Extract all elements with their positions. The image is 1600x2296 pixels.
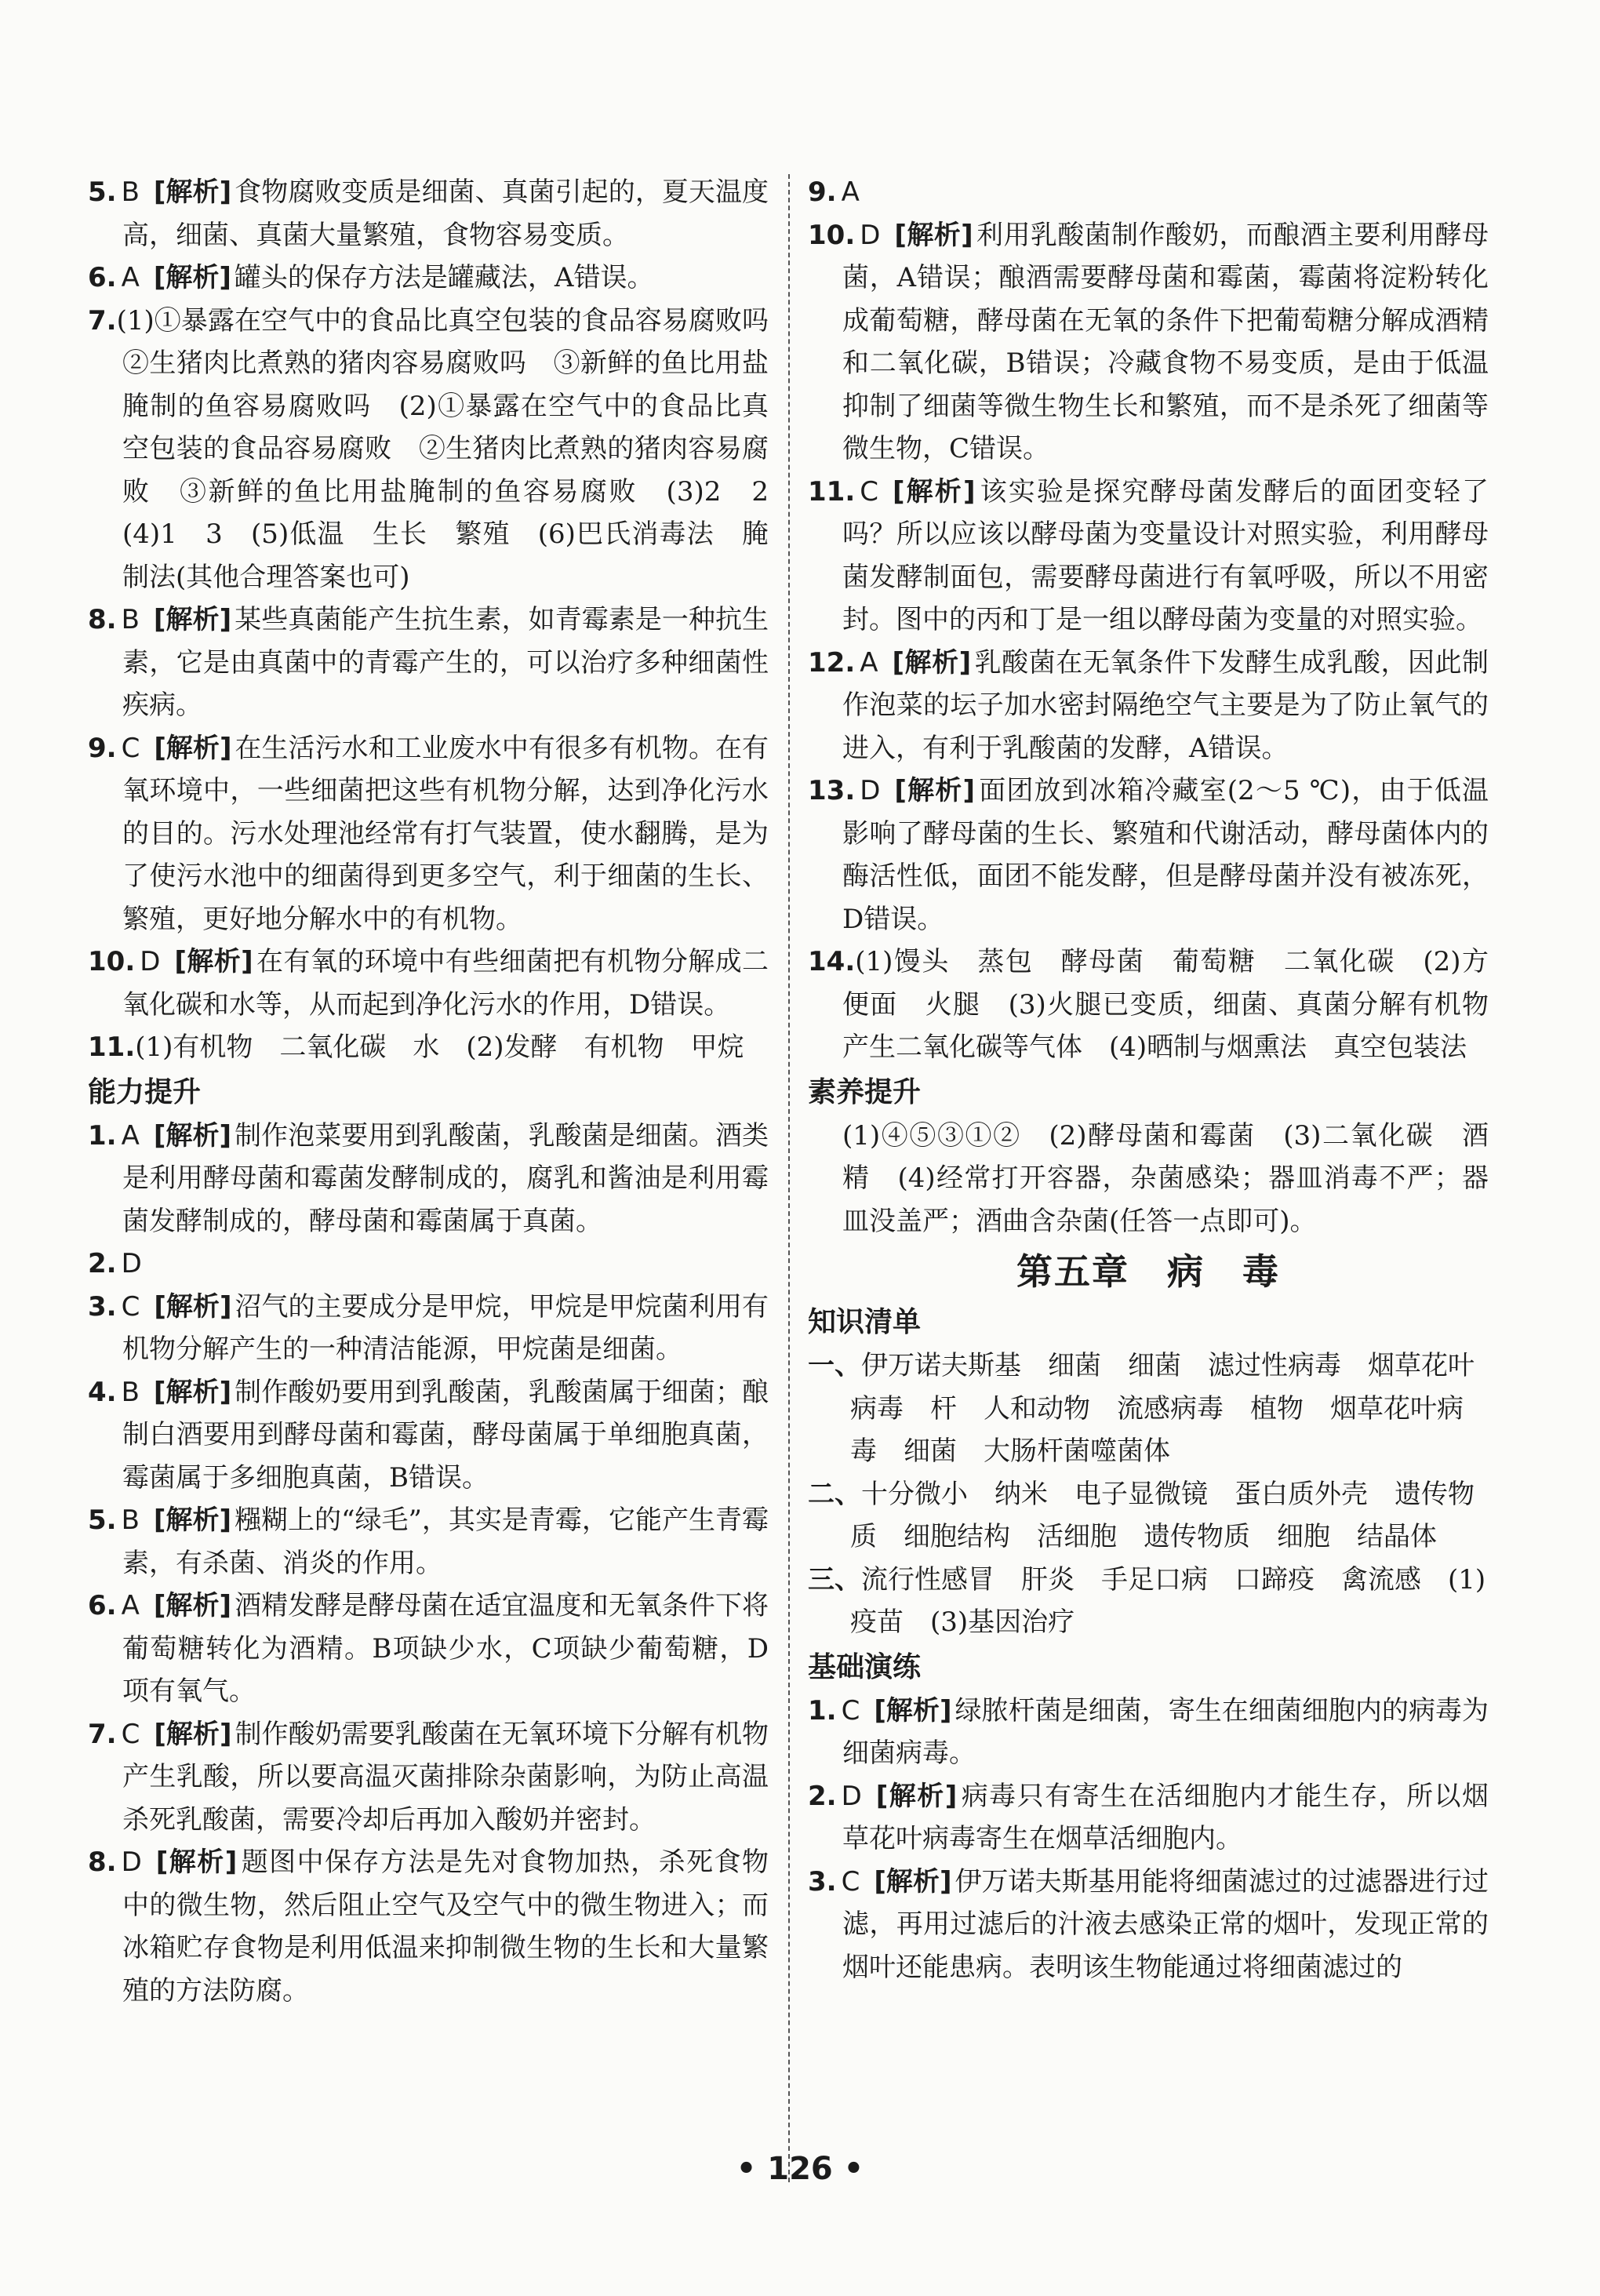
answer-choice: D [140, 946, 161, 977]
analysis-tag: [解析] [892, 475, 976, 508]
answer-number: 9. [808, 176, 837, 208]
jichu-list [808, 1690, 1489, 1989]
left-answers-a [88, 171, 795, 1069]
analysis-tag: [解析] [153, 1119, 232, 1152]
answer-item [88, 1713, 769, 1842]
answer-text: (1)馒头 蒸包 酵母菌 葡萄糖 二氧化碳 (2)方便面 火腿 (3)火腿已变质，细菌、真菌分解有机物产生二氧化碳等气体 (4)晒制与烟熏法 真空包装法 [842, 946, 1489, 1063]
answer-text: 绿脓杆菌是细菌，寄生在细菌细胞内的病毒为细菌病毒。 [842, 1694, 1489, 1769]
answer-text: 流行性感冒 肝炎 手足口病 口蹄疫 禽流感 (1)疫苗 (3)基因治疗 [850, 1563, 1486, 1638]
answer-text: 伊万诺夫斯基 细菌 细菌 滤过性病毒 烟草花叶病毒 杆 人和动物 流感病毒 植物 烟草花叶病毒 细菌 大肠杆菌噬菌体 [850, 1350, 1475, 1467]
answer-item [88, 1841, 769, 2012]
answer-number: 2. [88, 1248, 117, 1279]
answer-text: 食物腐败变质是细菌、真菌引起的，夏天温度高，细菌、真菌大量繁殖，食物容易变质。 [122, 176, 769, 251]
answer-choice: B [121, 604, 140, 635]
answer-item [88, 1499, 769, 1585]
answer-number: 三、 [808, 1563, 861, 1596]
answer-item [88, 1371, 769, 1500]
answer-choice: A [121, 1590, 140, 1621]
answer-item [808, 1473, 1489, 1559]
answer-number: 1. [88, 1119, 117, 1152]
page-number: • 126 • [736, 2151, 864, 2187]
answer-number: 13. [808, 775, 856, 806]
answer-text: 糨糊上的“绿毛”，其实是青霉，它能产生青霉素，有杀菌、消炎的作用。 [122, 1505, 769, 1579]
answer-item [808, 941, 1489, 1069]
analysis-tag: [解析] [153, 1590, 232, 1621]
answer-choice: C [121, 1718, 140, 1750]
answer-number: 2. [808, 1780, 837, 1812]
analysis-tag: [解析] [894, 775, 976, 806]
answer-number: 9. [88, 732, 117, 764]
answer-item [88, 1026, 769, 1069]
answer-text: 制作酸奶需要乳酸菌在无氧环境下分解有机物产生乳酸，所以要高温灭菌排除杂菌影响，为防止高温杀死乳酸菌，需要冷却后再加入酸奶并密封。 [122, 1718, 769, 1836]
column-divider [788, 174, 790, 2182]
answer-text: 罐头的保存方法是罐藏法，A错误。 [234, 262, 654, 293]
answer-number: 3. [88, 1290, 117, 1323]
answer-item [88, 257, 769, 300]
answer-choice: D [121, 1248, 142, 1279]
answer-item [808, 214, 1489, 471]
analysis-tag: [解析] [153, 604, 232, 635]
answer-choice: D [121, 1847, 142, 1878]
answer-number: 11. [808, 475, 856, 508]
section-heading-nengli: 能力提升 [88, 1075, 202, 1108]
answer-number: 12. [808, 646, 856, 679]
answer-item [88, 941, 769, 1026]
answer-choice: B [121, 176, 140, 208]
analysis-tag: [解析] [154, 1290, 232, 1323]
answer-text: (1)有机物 二氧化碳 水 (2)发酵 有机物 甲烷 [135, 1032, 744, 1063]
answer-number: 7. [88, 1718, 117, 1750]
answer-choice: C [860, 475, 878, 508]
analysis-tag: [解析] [892, 646, 972, 679]
answer-number: 1. [808, 1694, 837, 1727]
answer-text: 在有氧的环境中有些细菌把有机物分解成二氧化碳和水等，从而起到净化污水的作用，D错误。 [122, 946, 769, 1021]
answer-item [808, 471, 1489, 642]
answer-number: 一、 [808, 1350, 861, 1381]
answer-item [88, 1286, 769, 1371]
answer-text: 沼气的主要成分是甲烷，甲烷是甲烷菌利用有机物分解产生的一种清洁能源，甲烷菌是细菌。 [122, 1290, 769, 1365]
answer-number: 8. [88, 604, 117, 635]
answer-number: 10. [808, 219, 856, 251]
answer-text: 乳酸菌在无氧条件下发酵生成乳酸，因此制作泡菜的坛子加水密封隔绝空气主要是为了防止氧气的进入，有利于乳酸菌的发酵，A错误。 [842, 646, 1489, 764]
answer-text: 题图中保存方法是先对食物加热，杀死食物中的微生物，然后阻止空气及空气中的微生物进入；而冰箱贮存食物是利用低温来抑制微生物的生长和大量繁殖的方法防腐。 [122, 1847, 769, 2007]
analysis-tag: [解析] [153, 1376, 232, 1408]
answer-choice: D [860, 775, 881, 806]
answer-text: 某些真菌能产生抗生素，如青霉素是一种抗生素，它是由真菌中的青霉产生的，可以治疗多种细菌性疾病。 [122, 604, 769, 721]
answer-item [808, 1344, 1489, 1473]
section-heading-suyang: 素养提升 [808, 1075, 922, 1108]
answer-choice: C [841, 1694, 860, 1727]
answer-text: 利用乳酸菌制作酸奶，而酿酒主要利用酵母菌，A错误；酿酒需要酵母菌和霉菌，霉菌将淀粉转化成葡萄糖，酵母菌在无氧的条件下把葡萄糖分解成酒精和二氧化碳，B错误；冷藏食物不易变质，是由于低温抑制了细菌等微生物生长和繁殖，而不是杀死了细菌等微生物，C错误。 [842, 219, 1489, 464]
answer-choice: A [121, 1119, 140, 1152]
answer-text: 病毒只有寄生在活细胞内才能生存，所以烟草花叶病毒寄生在烟草活细胞内。 [842, 1780, 1489, 1854]
answer-text: 十分微小 纳米 电子显微镜 蛋白质外壳 遗传物质 细胞结构 活细胞 遗传物质 细胞 结晶体 [850, 1478, 1475, 1552]
answer-choice: D [860, 219, 881, 251]
answer-number: 3. [808, 1865, 837, 1898]
answer-item [808, 642, 1489, 770]
answer-text: 该实验是探究酵母菌发酵后的面团变轻了吗？所以应该以酵母菌为变量设计对照实验，利用酵母菌发酵制面包，需要酵母菌进行有氧呼吸，所以不用密封。图中的丙和丁是一组以酵母菌为变量的对照实验。 [842, 475, 1489, 635]
right-column [808, 171, 1489, 1989]
answer-number: 6. [88, 1590, 117, 1621]
answer-item [88, 727, 769, 941]
suyang-answer: (1)④⑤③①② (2)酵母菌和霉菌 (3)二氧化碳 酒精 (4)经常打开容器，杂菌感染；器皿消毒不严；器皿没盖严；酒曲含杂菌(任答一点即可)。 [842, 1119, 1489, 1237]
analysis-tag: [解析] [894, 219, 973, 251]
answer-choice: C [841, 1865, 860, 1898]
answer-choice: C [121, 732, 140, 764]
answer-number: 6. [88, 262, 117, 293]
answer-number: 5. [88, 176, 117, 208]
analysis-tag: [解析] [875, 1780, 958, 1812]
left-column [88, 171, 795, 2012]
answer-choice: B [121, 1505, 140, 1536]
answer-number: 11. [88, 1032, 136, 1063]
analysis-tag: [解析] [874, 1865, 952, 1898]
answer-item [808, 171, 1489, 214]
answer-item [88, 171, 769, 257]
answer-text: 面团放到冰箱冷藏室(2～5 ℃)，由于低温影响了酵母菌的生长、繁殖和代谢活动，酵母菌体内的酶活性低，面团不能发酵，但是酵母菌并没有被冻死，D错误。 [842, 775, 1489, 935]
answer-number: 10. [88, 946, 136, 977]
answer-number: 二、 [808, 1478, 861, 1510]
section-heading-jichu: 基础演练 [808, 1650, 922, 1683]
answer-choice: A [860, 646, 878, 679]
answer-item [808, 1690, 1489, 1775]
answer-item [808, 1559, 1489, 1644]
answer-item [88, 300, 795, 599]
zhishi-list [808, 1344, 1489, 1644]
answer-text: (1)①暴露在空气中的食品比真空包装的食品容易腐败吗 ②生猪肉比煮熟的猪肉容易腐败吗 ③新鲜的鱼比用盐腌制的鱼容易腐败吗 (2)①暴露在空气中的食品比真空包装的食品容易腐败 ②生猪肉比煮熟的猪肉容易腐败 ③新鲜的鱼比用盐腌制的鱼容易腐败 (3)2 2 (4)1 3 (5)低温 生长 繁殖 (6)巴氏消毒法 腌制法(其他合理答案也可) [116, 304, 795, 593]
chapter-title: 第五章 病 毒 [1016, 1250, 1280, 1293]
answer-choice: B [121, 1376, 140, 1408]
answer-item [88, 1243, 769, 1286]
answer-text: 制作泡菜要用到乳酸菌，乳酸菌是细菌。酒类是利用酵母菌和霉菌发酵制成的，腐乳和酱油是利用霉菌发酵制成的，酵母菌和霉菌属于真菌。 [122, 1119, 769, 1237]
analysis-tag: [解析] [874, 1694, 952, 1727]
answer-choice: C [121, 1290, 140, 1323]
left-answers-b [88, 1115, 769, 2013]
analysis-tag: [解析] [153, 262, 231, 293]
analysis-tag: [解析] [154, 732, 232, 764]
answer-number: 5. [88, 1505, 117, 1536]
answer-choice: A [121, 262, 140, 293]
answer-text: 制作酸奶要用到乳酸菌，乳酸菌属于细菌；酿制白酒要用到酵母菌和霉菌，酵母菌属于单细胞真菌，霉菌属于多细胞真菌，B错误。 [122, 1376, 769, 1494]
answer-text: 在生活污水和工业废水中有很多有机物。在有氧环境中，一些细菌把这些有机物分解，达到净化污水的目的。污水处理池经常有打气装置，使水翻腾，是为了使污水池中的细菌得到更多空气，利于细菌的生长、繁殖，更好地分解水中的有机物。 [122, 732, 769, 935]
answer-number: 7. [88, 304, 117, 337]
section-heading-zhishi: 知识清单 [808, 1306, 922, 1338]
answer-item [88, 1585, 769, 1713]
answer-item [88, 1115, 769, 1243]
answer-text: 伊万诺夫斯基用能将细菌滤过的过滤器进行过滤，再用过滤后的汁液去感染正常的烟叶，发现正常的烟叶还能患病。表明该生物能通过将细菌滤过的 [842, 1865, 1489, 1983]
analysis-tag: [解析] [154, 1718, 232, 1750]
right-answers-a [808, 171, 1489, 1069]
answer-text: 酒精发酵是酵母菌在适宜温度和无氧条件下将葡萄糖转化为酒精。B项缺少水，C项缺少葡萄糖，D项有氧气。 [122, 1590, 769, 1707]
analysis-tag: [解析] [153, 176, 232, 208]
answer-item [808, 1861, 1489, 1989]
answer-item [88, 599, 769, 727]
analysis-tag: [解析] [155, 1847, 238, 1878]
answer-choice: D [841, 1780, 862, 1812]
analysis-tag: [解析] [174, 946, 253, 977]
answer-item [808, 1775, 1489, 1861]
answer-number: 8. [88, 1847, 117, 1878]
answer-item [808, 770, 1489, 941]
analysis-tag: [解析] [153, 1505, 232, 1536]
answer-choice: A [841, 176, 860, 208]
answer-number: 14. [808, 946, 856, 977]
answer-number: 4. [88, 1376, 117, 1408]
